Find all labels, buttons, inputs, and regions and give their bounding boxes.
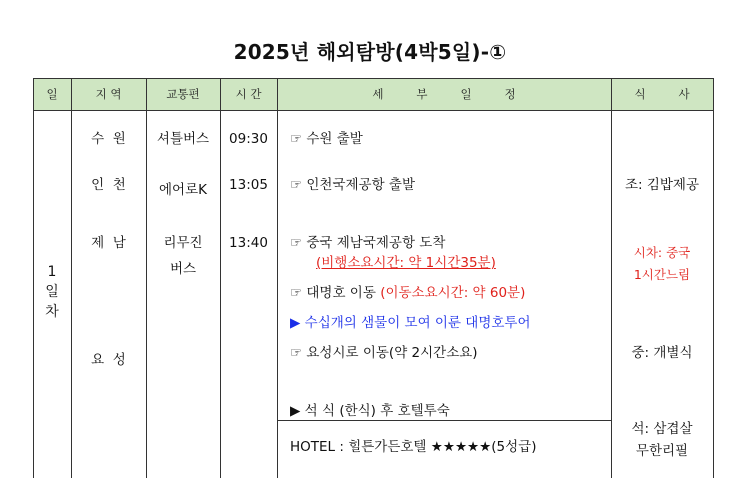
- schedule-row-4-text: ☞ 대명호 이동: [290, 285, 381, 301]
- meal-dinner-1: 석: 삼겹살: [631, 421, 693, 437]
- meal-lunch: 중: 개별식: [631, 345, 693, 361]
- region-liaocheng: 요 성: [91, 352, 126, 368]
- schedule-row-4: [290, 284, 525, 302]
- region-suwon: 수 원: [91, 131, 126, 147]
- header-meal: 식 사: [634, 87, 690, 101]
- schedule-flight-duration: (비행소요시간: 약 1시간35분): [316, 255, 496, 271]
- time-difference-note-2: 1시간느림: [633, 267, 691, 282]
- schedule-row-1: ☞ 수원 출발: [290, 131, 363, 147]
- time-depart-incheon: 13:05: [229, 177, 268, 193]
- schedule-row-2: ☞ 인천국제공항 출발: [290, 177, 416, 193]
- time-depart-suwon: 09:30: [229, 131, 268, 147]
- schedule-row-5: ▶ 수십개의 샘물이 모여 이룬 대명호투어: [290, 315, 531, 331]
- meal-dinner-2: 무한리필: [635, 443, 689, 459]
- hotel-info: HOTEL : 힐튼가든호텔 ★★★★★(5성급): [290, 439, 537, 455]
- header-schedule: 세 부 일 정: [372, 87, 516, 101]
- transport-shuttle: 셔틀버스: [156, 131, 210, 147]
- transport-limousine: 리무진: [163, 235, 203, 251]
- transport-bus: 버스: [169, 261, 197, 277]
- header-region: 지 역: [95, 87, 122, 101]
- meal-breakfast: 조: 김밥제공: [624, 177, 700, 193]
- region-jinan: 제 남: [91, 235, 126, 251]
- day-label: 1 일 차: [45, 264, 59, 320]
- schedule-row-6: ☞ 요성시로 이동(약 2시간소요): [290, 345, 478, 361]
- header-day: 일: [46, 87, 58, 101]
- page-title: 2025년 해외탐방(4박5일)-①: [233, 40, 507, 64]
- header-time: 시 간: [235, 87, 262, 101]
- header-transport: 교통편: [166, 87, 200, 101]
- transport-airline: 에어로K: [159, 182, 207, 198]
- region-incheon: 인 천: [91, 177, 126, 193]
- time-arrive-jinan: 13:40: [229, 235, 268, 251]
- schedule-transfer-duration: (이동소요시간: 약 60분): [380, 285, 526, 301]
- schedule-row-3: ☞ 중국 제남국제공항 도착: [290, 235, 446, 251]
- schedule-row-7: ▶ 석 식 (한식) 후 호텔투숙: [290, 403, 450, 419]
- time-difference-note-1: 시차: 중국: [633, 245, 691, 260]
